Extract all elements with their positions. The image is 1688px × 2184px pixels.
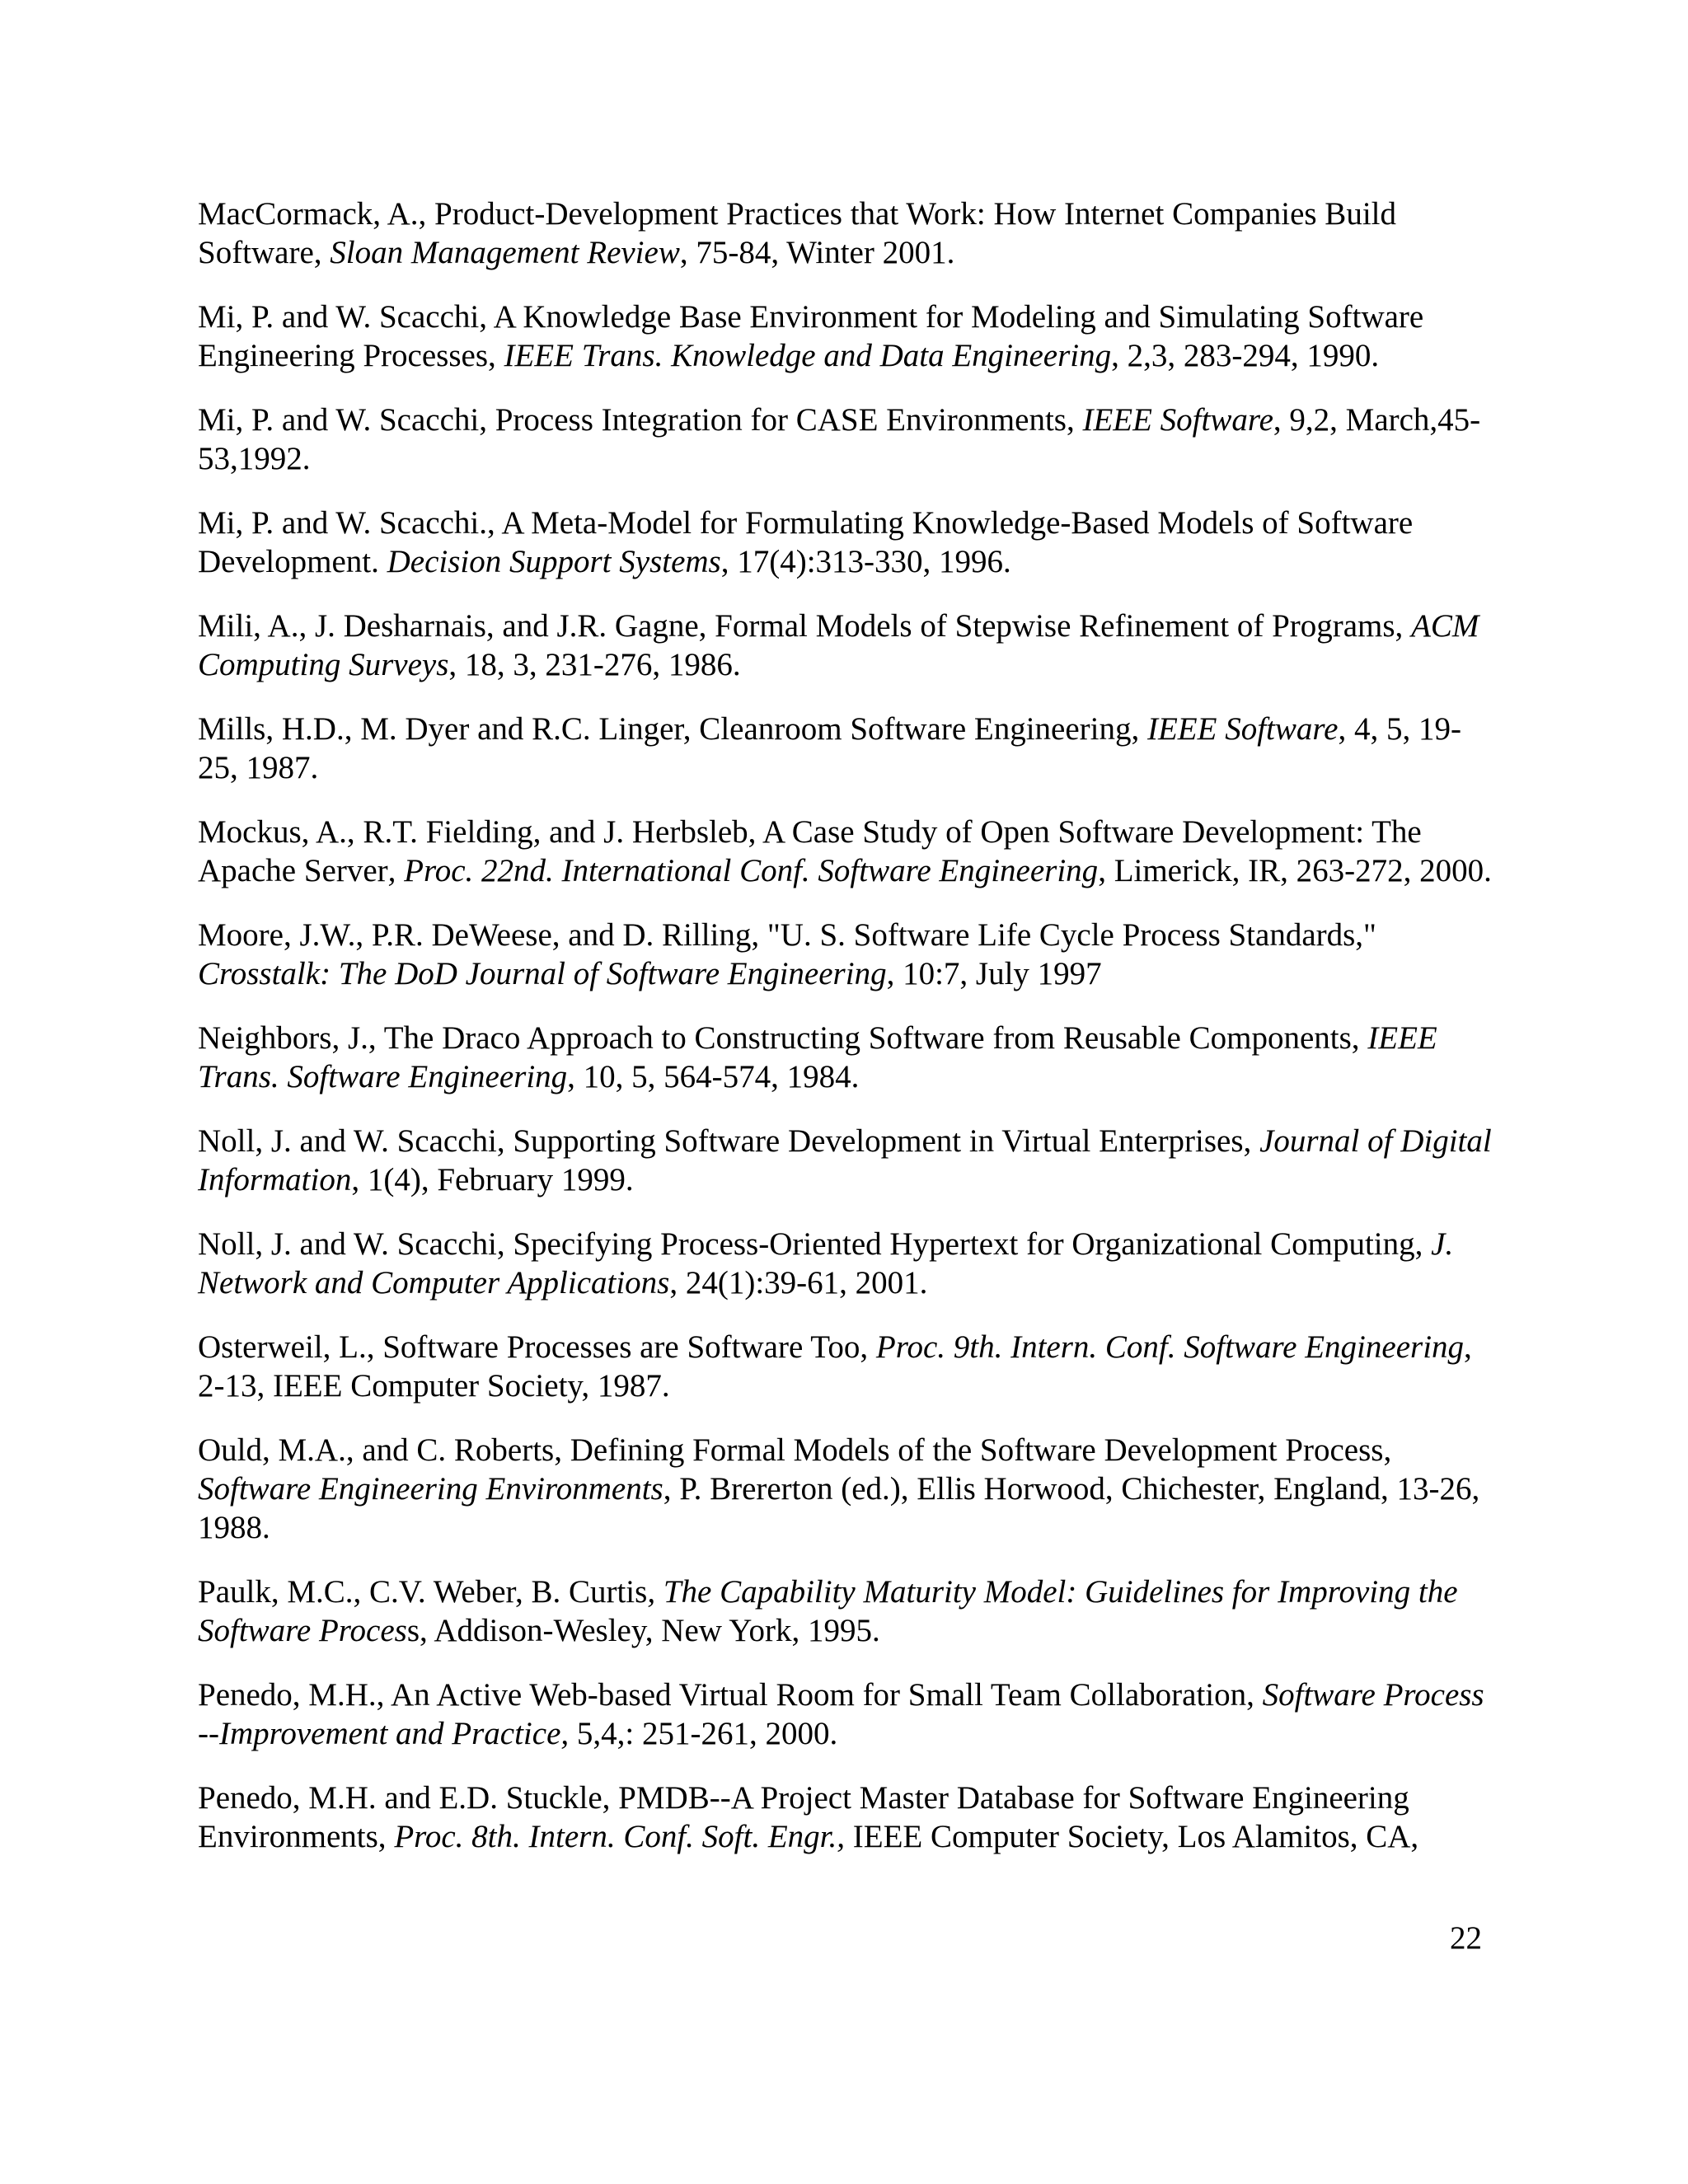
reference-text: Mills, H.D., M. Dyer and R.C. Linger, Cleanroom Software Engineering, xyxy=(198,711,1147,747)
reference-entry xyxy=(198,916,1500,993)
reference-entry xyxy=(198,710,1500,787)
reference-text: , 2-13, IEEE Computer Society, 1987. xyxy=(198,1329,1472,1404)
reference-source-italic: IEEE Software xyxy=(1082,402,1273,438)
reference-text: , 2,3, 283-294, 1990. xyxy=(1111,338,1380,373)
reference-text: Mi, P. and W. Scacchi., A Meta-Model for Formulating Knowledge-Based Models of Software Development. xyxy=(198,505,1414,579)
reference-entry xyxy=(198,1779,1500,1856)
reference-text: MacCormack, A., Product-Development Practices that Work: How Internet Companies Build Software, xyxy=(198,196,1396,270)
reference-source-italic: Software Process --Improvement and Practice, xyxy=(198,1677,1484,1751)
reference-entry xyxy=(198,1122,1500,1199)
reference-entry xyxy=(198,298,1500,375)
reference-source-italic: Software Engineering Environments xyxy=(198,1471,663,1507)
reference-text: Moore, J.W., P.R. DeWeese, and D. Rilling, "U. S. Software Life Cycle Process Standards," xyxy=(198,917,1376,953)
reference-entry xyxy=(198,1431,1500,1547)
reference-text: Neighbors, J., The Draco Approach to Constructing Software from Reusable Components, xyxy=(198,1020,1368,1056)
reference-text: , 1(4), February 1999. xyxy=(351,1162,634,1197)
reference-text: , P. Brererton (ed.), Ellis Horwood, Chichester, England, 13-26, 1988. xyxy=(198,1471,1480,1545)
reference-text: Mi, P. and W. Scacchi, A Knowledge Base Environment for Modeling and Simulating Software Engineering Processes, xyxy=(198,299,1424,373)
reference-entry xyxy=(198,813,1500,890)
reference-text: Penedo, M.H. and E.D. Stuckle, PMDB--A Project Master Database for Software Engineering Environments, xyxy=(198,1780,1409,1854)
reference-text: s, Addison-Wesley, New York, 1995. xyxy=(406,1613,880,1648)
reference-entry xyxy=(198,1328,1500,1405)
reference-text: Mockus, A., R.T. Fielding, and J. Herbsleb, A Case Study of Open Software Development: The Apache Server xyxy=(198,814,1422,888)
reference-source-italic: IEEE Trans. Software Engineering xyxy=(198,1020,1437,1094)
reference-text: , 18, 3, 231-276, 1986. xyxy=(448,647,741,682)
reference-text: Paulk, M.C., C.V. Weber, B. Curtis xyxy=(198,1574,648,1610)
reference-text: , 9,2, March,45-53,1992. xyxy=(198,402,1481,476)
reference-source-italic: IEEE Trans. Knowledge and Data Engineering xyxy=(504,338,1112,373)
reference-source-italic: Proc. 9th. Intern. Conf. Software Engineering xyxy=(875,1329,1465,1365)
reference-text: Mili, A., J. Desharnais, and J.R. Gagne, Formal Models of Stepwise Refinement of Programs, xyxy=(198,608,1412,644)
reference-list xyxy=(198,194,1500,1882)
reference-entry xyxy=(198,1572,1500,1650)
reference-text: , 24(1):39-61, 2001. xyxy=(669,1265,928,1301)
reference-entry xyxy=(198,401,1500,478)
reference-source-italic: Sloan Management Review xyxy=(330,235,680,270)
reference-entry xyxy=(198,1225,1500,1302)
reference-entry xyxy=(198,194,1500,272)
reference-entry xyxy=(198,504,1500,581)
reference-source-italic: Crosstalk: The DoD Journal of Software Engineering xyxy=(198,956,887,991)
reference-source-italic: , The Capability Maturity Model: Guidelines for Improving the Software Proces xyxy=(198,1574,1458,1648)
reference-text: Ould, M.A., and C. Roberts, Defining Formal Models of the Software Development Process, xyxy=(198,1432,1392,1468)
reference-entry xyxy=(198,1019,1500,1096)
reference-source-italic: , Proc. 22nd. International Conf. Software Engineering xyxy=(387,853,1099,888)
reference-text: Noll, J. and W. Scacchi, Specifying Process-Oriented Hypertext for Organizational Computing, xyxy=(198,1226,1432,1262)
reference-text: Osterweil, L., Software Processes are Software Too, xyxy=(198,1329,876,1365)
reference-text: Mi, P. and W. Scacchi, Process Integration for CASE Environments, xyxy=(198,402,1083,438)
reference-text: , 75-84, Winter 2001. xyxy=(679,235,955,270)
reference-source-italic: IEEE Software xyxy=(1147,711,1339,747)
reference-text: , 10:7, July 1997 xyxy=(886,956,1102,991)
reference-source-italic: Decision Support Systems xyxy=(387,544,721,579)
reference-text: 5,4,: 251-261, 2000. xyxy=(569,1716,838,1751)
reference-text: Penedo, M.H., An Active Web-based Virtual Room for Small Team Collaboration, xyxy=(198,1677,1263,1713)
reference-text: , Limerick, IR, 263-272, 2000. xyxy=(1098,853,1492,888)
reference-text: , 4, 5, 19-25, 1987. xyxy=(198,711,1461,785)
reference-source-italic: Proc. 8th. Intern. Conf. Soft. Engr., xyxy=(394,1819,846,1854)
reference-source-italic: Journal of Digital Information xyxy=(198,1123,1492,1197)
reference-text: , 10, 5, 564-574, 1984. xyxy=(567,1059,860,1094)
reference-text: IEEE Computer Society, Los Alamitos, CA, xyxy=(845,1819,1419,1854)
reference-source-italic: J. Network and Computer Applications xyxy=(198,1226,1454,1301)
reference-source-italic: ACM Computing Surveys xyxy=(198,608,1479,682)
page-number: 22 xyxy=(1450,1920,1482,1956)
reference-entry xyxy=(198,607,1500,684)
reference-entry xyxy=(198,1675,1500,1753)
reference-text: , 17(4):313-330, 1996. xyxy=(720,544,1011,579)
reference-text: Noll, J. and W. Scacchi, Supporting Software Development in Virtual Enterprises, xyxy=(198,1123,1260,1159)
